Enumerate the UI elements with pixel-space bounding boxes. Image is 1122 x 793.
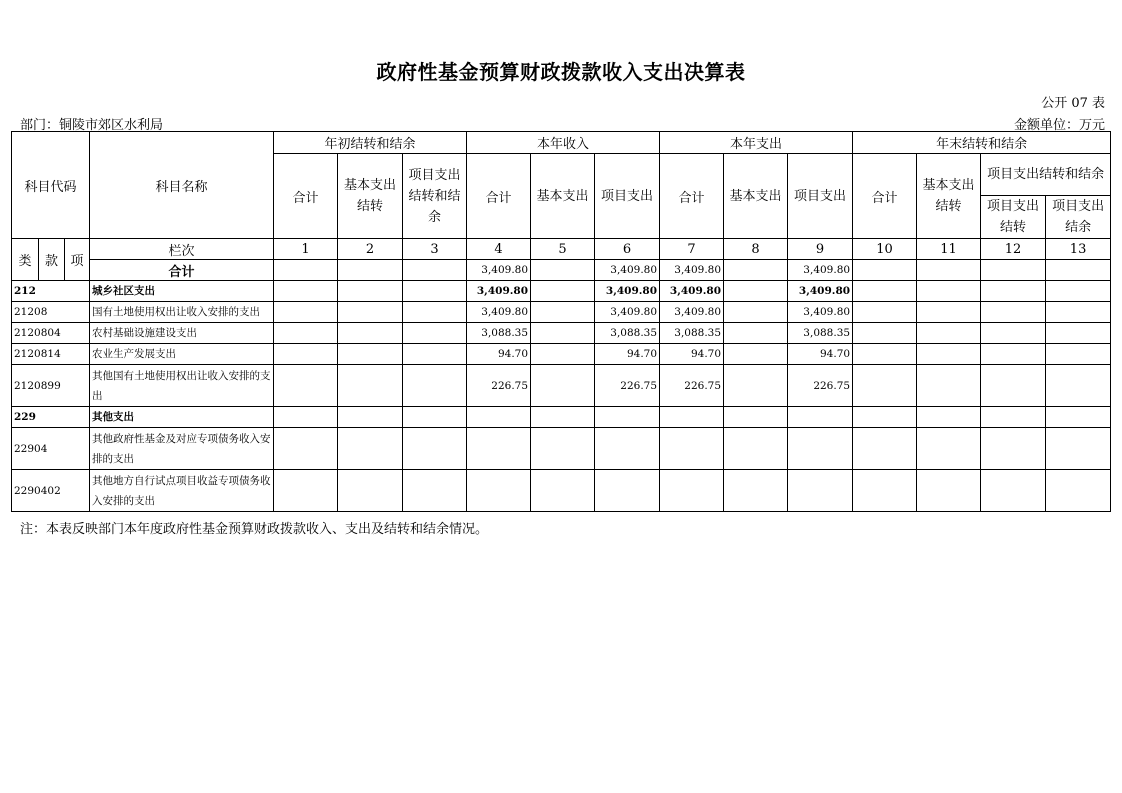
cell-value (917, 470, 981, 512)
table-row (12, 428, 1111, 470)
cell-value (788, 470, 853, 512)
cell-value (403, 281, 467, 302)
cell-value (724, 470, 788, 512)
cell-value (1046, 281, 1111, 302)
cell-value (274, 428, 338, 470)
column-number: 3 (403, 239, 467, 260)
header-project-carry-balance-group: 项目支出结转和结余 (981, 154, 1111, 196)
cell-value: 3,409.80 (660, 302, 724, 323)
cell-value (660, 470, 724, 512)
cell-value (403, 470, 467, 512)
row-code: 229 (12, 407, 90, 428)
column-number: 1 (274, 239, 338, 260)
department-label: 部门：铜陵市郊区水利局 (20, 118, 164, 133)
cell-value (338, 281, 403, 302)
cell-value (981, 281, 1046, 302)
cell-value (724, 365, 788, 407)
header-total: 合计 (467, 154, 531, 239)
cell-value: 226.75 (788, 365, 853, 407)
cell-value: 3,409.80 (788, 260, 853, 281)
cell-value (1046, 344, 1111, 365)
cell-value (1046, 302, 1111, 323)
cell-value (981, 470, 1046, 512)
cell-value (853, 407, 917, 428)
cell-value (595, 428, 660, 470)
column-number: 5 (531, 239, 595, 260)
cell-value (1046, 365, 1111, 407)
cell-value (788, 407, 853, 428)
cell-value (917, 428, 981, 470)
header-basic-carry: 基本支出结转 (917, 154, 981, 239)
row-name: 其他支出 (90, 407, 274, 428)
header-basic-expenditure: 基本支出 (724, 154, 788, 239)
table-row-total (12, 260, 1111, 281)
header-kuan: 款 (39, 239, 65, 281)
cell-value (274, 323, 338, 344)
header-basic-carry: 基本支出结转 (338, 154, 403, 239)
cell-value: 3,088.35 (788, 323, 853, 344)
table-row (12, 344, 1111, 365)
cell-value (981, 365, 1046, 407)
cell-value: 3,409.80 (595, 260, 660, 281)
cell-value (1046, 428, 1111, 470)
cell-value: 226.75 (595, 365, 660, 407)
cell-value (531, 344, 595, 365)
cell-value (853, 260, 917, 281)
cell-value (1046, 407, 1111, 428)
cell-value (338, 407, 403, 428)
cell-value (338, 260, 403, 281)
cell-value: 3,088.35 (595, 323, 660, 344)
cell-value (1046, 323, 1111, 344)
cell-value (917, 323, 981, 344)
cell-value (531, 302, 595, 323)
cell-value (660, 407, 724, 428)
cell-value (274, 344, 338, 365)
cell-value (338, 470, 403, 512)
row-code: 2290402 (12, 470, 90, 512)
page-title: 政府性基金预算财政拨款收入支出决算表 (376, 60, 746, 84)
column-number: 13 (1046, 239, 1111, 260)
cell-value (274, 281, 338, 302)
cell-value (274, 470, 338, 512)
cell-value: 3,088.35 (660, 323, 724, 344)
cell-value: 3,409.80 (788, 302, 853, 323)
header-total: 合计 (660, 154, 724, 239)
cell-value (338, 428, 403, 470)
cell-value (1046, 260, 1111, 281)
column-number: 7 (660, 239, 724, 260)
cell-value: 94.70 (660, 344, 724, 365)
cell-value (338, 344, 403, 365)
cell-value (274, 260, 338, 281)
table-row (12, 323, 1111, 344)
header-total: 合计 (274, 154, 338, 239)
cell-value (853, 344, 917, 365)
table-row (12, 470, 1111, 512)
cell-value (853, 365, 917, 407)
cell-value: 3,409.80 (660, 281, 724, 302)
cell-value (917, 260, 981, 281)
cell-value (981, 302, 1046, 323)
cell-value: 94.70 (595, 344, 660, 365)
row-code: 22904 (12, 428, 90, 470)
cell-value (403, 428, 467, 470)
cell-value (917, 302, 981, 323)
table-row (12, 281, 1111, 302)
cell-value (981, 323, 1046, 344)
cell-value: 226.75 (467, 365, 531, 407)
row-code: 2120804 (12, 323, 90, 344)
cell-value (338, 302, 403, 323)
amount-unit-label: 金额单位：万元 (1013, 118, 1105, 133)
cell-value (853, 470, 917, 512)
cell-value: 94.70 (788, 344, 853, 365)
cell-value (660, 428, 724, 470)
cell-value (531, 470, 595, 512)
cell-value: 3,409.80 (660, 260, 724, 281)
column-number: 4 (467, 239, 531, 260)
header-project-expenditure: 项目支出 (595, 154, 660, 239)
row-name: 农业生产发展支出 (90, 344, 274, 365)
table-row (12, 302, 1111, 323)
header-column-no: 栏次 (90, 239, 274, 260)
row-name: 合计 (90, 260, 274, 281)
header-xiang: 项 (65, 239, 90, 281)
cell-value (917, 365, 981, 407)
cell-value (403, 302, 467, 323)
column-number: 11 (917, 239, 981, 260)
column-number: 6 (595, 239, 660, 260)
cell-value (981, 344, 1046, 365)
cell-value (853, 281, 917, 302)
header-opening-balance: 年初结转和结余 (274, 132, 467, 154)
column-number: 2 (338, 239, 403, 260)
cell-value: 3,409.80 (788, 281, 853, 302)
cell-value (853, 323, 917, 344)
cell-value (724, 281, 788, 302)
cell-value (595, 407, 660, 428)
row-code: 2120899 (12, 365, 90, 407)
cell-value: 3,409.80 (595, 302, 660, 323)
cell-value (274, 407, 338, 428)
header-closing-balance: 年末结转和结余 (853, 132, 1111, 154)
row-name: 国有土地使用权出让收入安排的支出 (90, 302, 274, 323)
cell-value: 3,409.80 (467, 302, 531, 323)
cell-value (724, 344, 788, 365)
header-name: 科目名称 (90, 132, 274, 239)
cell-value (274, 365, 338, 407)
row-name: 其他政府性基金及对应专项债务收入安排的支出 (90, 428, 274, 470)
row-name: 其他地方自行试点项目收益专项债务收入安排的支出 (90, 470, 274, 512)
cell-value (403, 365, 467, 407)
row-name: 农村基础设施建设支出 (90, 323, 274, 344)
cell-value (467, 407, 531, 428)
table-row (12, 365, 1111, 407)
cell-value (724, 428, 788, 470)
cell-value (403, 260, 467, 281)
cell-value (338, 365, 403, 407)
row-name: 其他国有土地使用权出让收入安排的支出 (90, 365, 274, 407)
cell-value (403, 344, 467, 365)
cell-value (338, 323, 403, 344)
cell-value (917, 281, 981, 302)
column-number: 10 (853, 239, 917, 260)
cell-value (274, 302, 338, 323)
cell-value (1046, 470, 1111, 512)
column-number: 12 (981, 239, 1046, 260)
cell-value (531, 428, 595, 470)
header-expenditure: 本年支出 (660, 132, 853, 154)
header-code: 科目代码 (12, 132, 90, 239)
cell-value (531, 323, 595, 344)
row-name: 城乡社区支出 (90, 281, 274, 302)
form-number: 公开 07 表 (1041, 96, 1105, 111)
cell-value (917, 344, 981, 365)
header-project-expenditure: 项目支出 (788, 154, 853, 239)
cell-value: 94.70 (467, 344, 531, 365)
cell-value (531, 281, 595, 302)
row-code: 21208 (12, 302, 90, 323)
cell-value (531, 260, 595, 281)
cell-value: 226.75 (660, 365, 724, 407)
cell-value (788, 428, 853, 470)
row-code: 2120814 (12, 344, 90, 365)
column-number: 9 (788, 239, 853, 260)
cell-value (403, 407, 467, 428)
cell-value (724, 407, 788, 428)
column-number: 8 (724, 239, 788, 260)
header-income: 本年收入 (467, 132, 660, 154)
cell-value (724, 302, 788, 323)
row-code: 212 (12, 281, 90, 302)
budget-table (11, 131, 1111, 512)
cell-value (981, 260, 1046, 281)
cell-value (531, 365, 595, 407)
cell-value (467, 428, 531, 470)
header-project-balance: 项目支出结余 (1046, 196, 1111, 239)
header-project-carry-balance: 项目支出结转和结余 (403, 154, 467, 239)
cell-value (981, 428, 1046, 470)
header-project-carry: 项目支出结转 (981, 196, 1046, 239)
cell-value (981, 407, 1046, 428)
cell-value (917, 407, 981, 428)
header-total: 合计 (853, 154, 917, 239)
cell-value: 3,409.80 (467, 281, 531, 302)
cell-value (853, 428, 917, 470)
table-row (12, 407, 1111, 428)
cell-value: 3,409.80 (595, 281, 660, 302)
footnote: 注：本表反映部门本年度政府性基金预算财政拨款收入、支出及结转和结余情况。 (20, 522, 489, 537)
cell-value (595, 470, 660, 512)
cell-value (531, 407, 595, 428)
cell-value (403, 323, 467, 344)
cell-value (724, 260, 788, 281)
cell-value (853, 302, 917, 323)
header-lei: 类 (12, 239, 39, 281)
cell-value: 3,088.35 (467, 323, 531, 344)
cell-value (724, 323, 788, 344)
cell-value: 3,409.80 (467, 260, 531, 281)
cell-value (467, 470, 531, 512)
header-basic-expenditure: 基本支出 (531, 154, 595, 239)
